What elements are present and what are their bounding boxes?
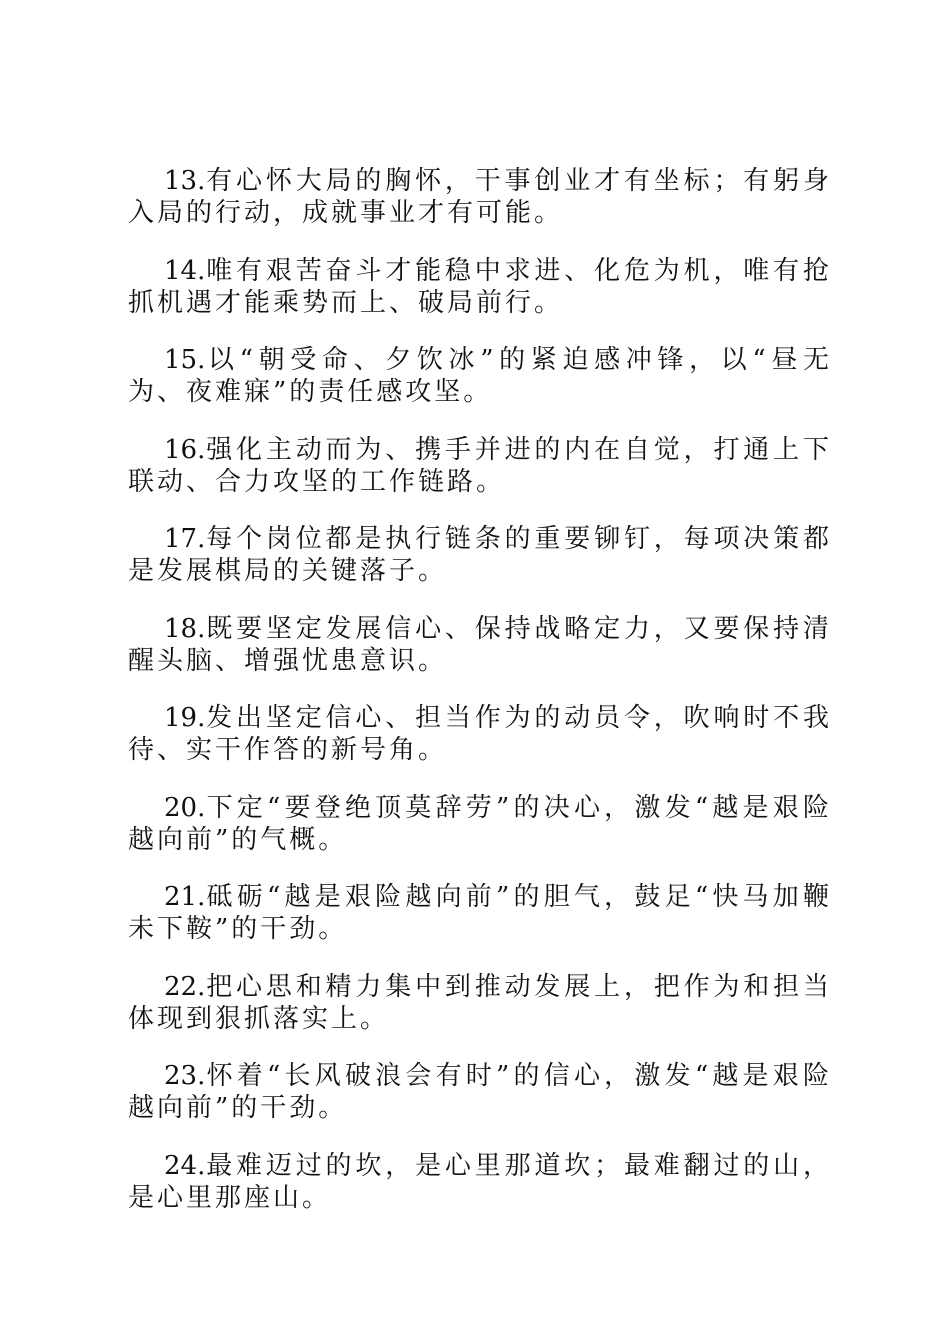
item-number: 20. [164, 792, 206, 823]
list-item [128, 255, 832, 319]
item-number: 15. [164, 345, 206, 375]
list-item [128, 1060, 832, 1124]
list-item [128, 613, 832, 677]
item-text: 砥砺“越是艰险越向前”的胆气，鼓足“快马加鞭未下鞍”的干劲。 [128, 882, 832, 944]
item-number: 17. [164, 524, 206, 554]
item-text: 发出坚定信心、担当作为的动员令，吹响时不我待、实干作答的新号角。 [128, 703, 832, 765]
list-item [128, 344, 832, 408]
item-number: 19. [164, 703, 206, 733]
item-text: 把心思和精力集中到推动发展上，把作为和担当体现到狠抓落实上。 [128, 971, 832, 1034]
list-item [128, 1150, 832, 1214]
list-item [128, 792, 832, 856]
document-page [128, 165, 832, 1239]
item-number: 24. [164, 1150, 206, 1181]
list-item [128, 165, 832, 229]
item-text: 强化主动而为、携手并进的内在自觉，打通上下联动、合力攻坚的工作链路。 [128, 434, 832, 497]
list-item [128, 971, 832, 1035]
item-number: 13. [164, 166, 206, 196]
list-item [128, 702, 832, 766]
item-text: 有心怀大局的胸怀，干事创业才有坐标；有躬身入局的行动，成就事业才有可能。 [128, 166, 832, 228]
list-item [128, 434, 832, 498]
item-text: 以“朝受命、夕饮冰”的紧迫感冲锋，以“昼无为、夜难寐”的责任感攻坚。 [128, 345, 832, 407]
item-number: 23. [164, 1061, 206, 1091]
item-number: 21. [164, 882, 206, 912]
item-text: 怀着“长风破浪会有时”的信心，激发“越是艰险越向前”的干劲。 [128, 1061, 832, 1123]
item-text: 唯有艰苦奋斗才能稳中求进、化危为机，唯有抢抓机遇才能乘势而上、破局前行。 [128, 255, 832, 318]
item-number: 14. [164, 255, 206, 286]
item-text: 最难迈过的坎，是心里那道坎；最难翻过的山，是心里那座山。 [128, 1150, 832, 1213]
item-number: 22. [164, 971, 206, 1002]
item-number: 18. [164, 613, 206, 644]
item-text: 既要坚定发展信心、保持战略定力，又要保持清醒头脑、增强忧患意识。 [128, 613, 832, 676]
item-number: 16. [164, 434, 206, 465]
item-text: 每个岗位都是执行链条的重要铆钉，每项决策都是发展棋局的关键落子。 [128, 524, 832, 586]
item-text: 下定“要登绝顶莫辞劳”的决心，激发“越是艰险越向前”的气概。 [128, 792, 832, 855]
list-item [128, 523, 832, 587]
list-item [128, 881, 832, 945]
